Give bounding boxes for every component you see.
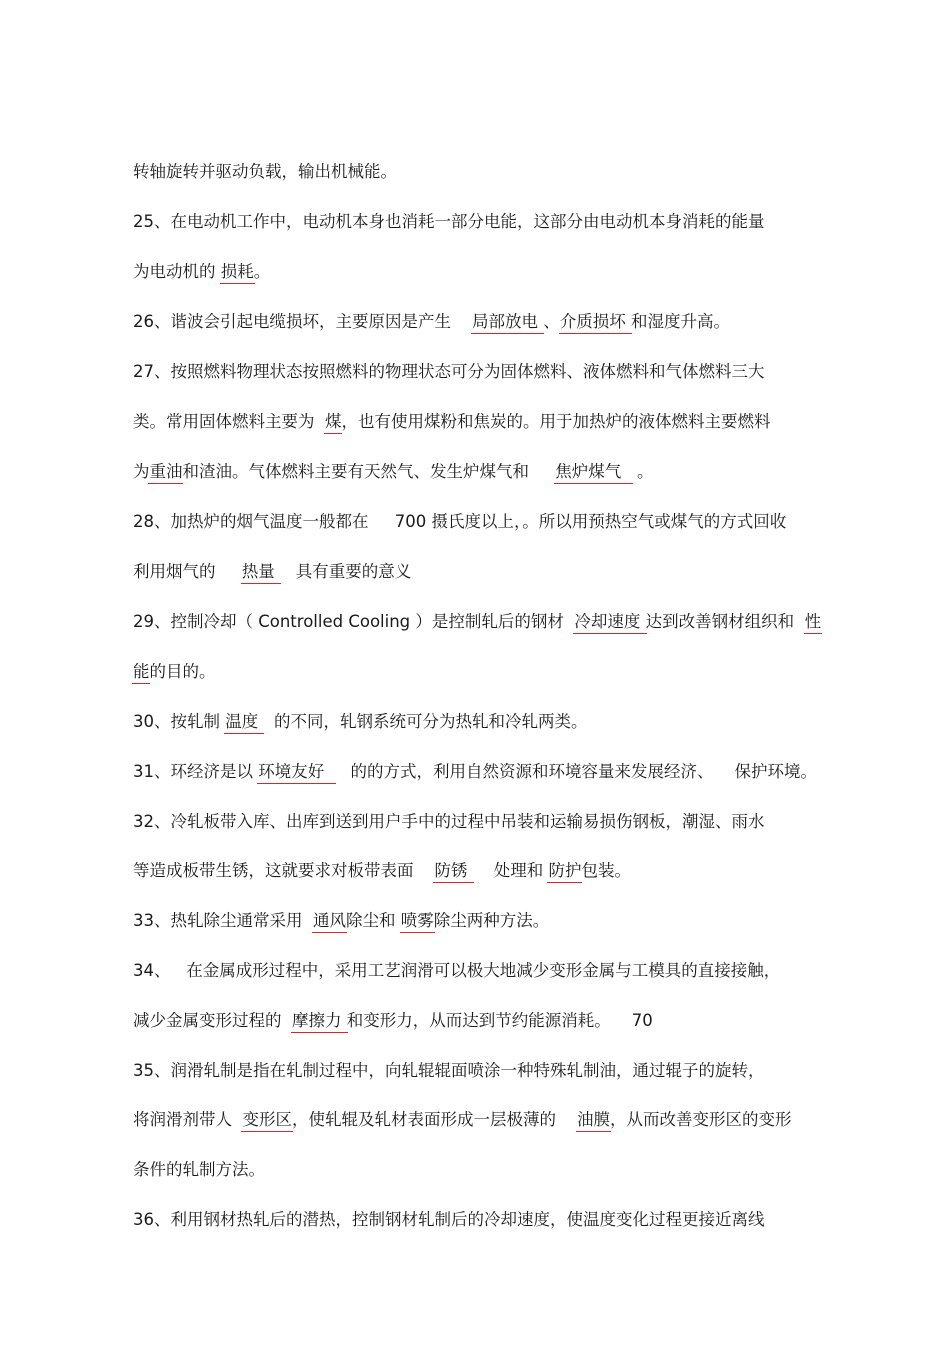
answer-blank: 焦炉煤气 [555, 457, 632, 487]
text: ，使轧辊及轧材表面形成一层极薄的 [291, 1110, 577, 1129]
answer-blank: 能 [133, 657, 150, 687]
answer-blank: 损耗 [221, 257, 254, 287]
text-line [112, 377, 771, 431]
answer-blank: 热量 [242, 557, 280, 587]
text: 处理和 [472, 861, 549, 880]
text: 类。常用固体燃料主要为 [132, 412, 325, 431]
text: 36、利用钢材热轧后的潜热，控制钢材轧制后的冷却速度，使温度变化过程更接近离线 [132, 1210, 765, 1229]
text-line [112, 127, 397, 181]
text: 。 [631, 462, 654, 481]
answer-blank: 介质损坏 [560, 307, 631, 337]
answer-blank: 冷却速度 [574, 607, 645, 637]
answer-blank: 局部放电 [472, 307, 543, 337]
text-line [112, 227, 271, 281]
text-line [112, 1175, 765, 1229]
text: 34、 在金属成形过程中，采用工艺润滑可以极大地减少变形金属与工模具的直接接触， [132, 961, 781, 980]
text-line [112, 826, 631, 880]
text-line [112, 876, 550, 930]
text-line [112, 1026, 765, 1080]
answer-blank: 防护 [548, 856, 581, 886]
answer-blank: 环境友好 [258, 757, 335, 787]
text: 28、加热炉的烟气温度一般都在 700 摄氏度以上，。所以用预热空气或煤气的方式回收 [132, 512, 787, 531]
text: 将润滑剂带人 [132, 1110, 243, 1129]
text: 达到改善钢材组织和 [645, 612, 805, 631]
text: ，也有使用煤粉和焦炭的。用于加热炉的液体燃料主要燃料 [341, 412, 771, 431]
text: 33、热轧除尘通常采用 [132, 911, 313, 930]
text: 27、按照燃料物理状态按照燃料的物理状态可分为固体燃料、液体燃料和气体燃料三大 [132, 362, 765, 381]
text: 35、润滑轧制是指在轧制过程中，向轧辊辊面喷涂一种特殊轧制油，通过辊子的旋转， [132, 1061, 765, 1080]
text: 除尘两种方法。 [433, 911, 550, 930]
text-line [112, 1075, 792, 1129]
text: 的不同，轧钢系统可分为热轧和冷轧两类。 [263, 712, 588, 731]
text: 利用烟气的 [132, 562, 242, 581]
text: 、 [543, 312, 560, 331]
answer-blank: 温度 [225, 707, 263, 737]
text: 32、冷轧板带入库、出库到送到用户手中的过程中吊装和运输易损伤钢板，潮湿、雨水 [132, 812, 765, 831]
answer-blank: 通风 [313, 906, 346, 936]
text-line [112, 926, 781, 980]
text-line [112, 976, 653, 1030]
text: 条件的轧制方法。 [132, 1160, 265, 1179]
text: 的目的。 [149, 662, 216, 681]
text: 转轴旋转并驱动负载，输出机械能。 [132, 162, 397, 181]
answer-blank: 重油 [149, 457, 182, 487]
text-line [112, 527, 412, 581]
text: 25、在电动机工作中，电动机本身也消耗一部分电能，这部分由电动机本身消耗的能量 [132, 212, 765, 231]
answer-blank: 防锈 [434, 856, 472, 886]
text: 包装。 [581, 861, 631, 880]
text-line [112, 727, 817, 781]
text: 和变形力，从而达到节约能源消耗。 70 [346, 1011, 653, 1030]
text: 除尘和 [345, 911, 401, 930]
text-line [112, 777, 765, 831]
text-line [112, 177, 765, 231]
text: 和湿度升高。 [630, 312, 730, 331]
text-line [112, 427, 654, 481]
text: 。 [253, 262, 271, 281]
answer-blank: 摩擦力 [292, 1006, 347, 1036]
text-line [112, 1125, 265, 1179]
text-line [112, 327, 765, 381]
answer-blank: 油膜 [577, 1105, 610, 1135]
text: 和渣油。气体燃料主要有天然气、发生炉煤气和 [182, 462, 556, 481]
answer-blank: 喷雾 [401, 906, 434, 936]
text: 具有重要的意义 [279, 562, 412, 581]
text-line [112, 577, 822, 631]
text: 30、按轧制 [132, 712, 226, 731]
answer-blank: 变形区 [242, 1105, 292, 1135]
text: 为 [132, 462, 150, 481]
answer-blank: 煤 [325, 407, 342, 437]
text: 29、控制冷却（ Controlled Cooling ）是控制轧后的钢材 [132, 612, 575, 631]
text: 等造成板带生锈，这就要求对板带表面 [132, 861, 435, 880]
text-line [112, 277, 730, 331]
text-line [112, 477, 787, 531]
text: 31、环经济是以 [132, 762, 259, 781]
text-line [112, 677, 588, 731]
text: 为电动机的 [132, 262, 221, 281]
text: ，从而改善变形区的变形 [609, 1110, 792, 1129]
answer-blank: 性 [805, 607, 822, 637]
text: 的的方式，利用自然资源和环境容量来发展经济、 保护环境。 [334, 762, 817, 781]
text: 减少金属变形过程的 [132, 1011, 292, 1030]
text-line [112, 627, 216, 681]
text: 26、谐波会引起电缆损坏，主要原因是产生 [132, 312, 472, 331]
